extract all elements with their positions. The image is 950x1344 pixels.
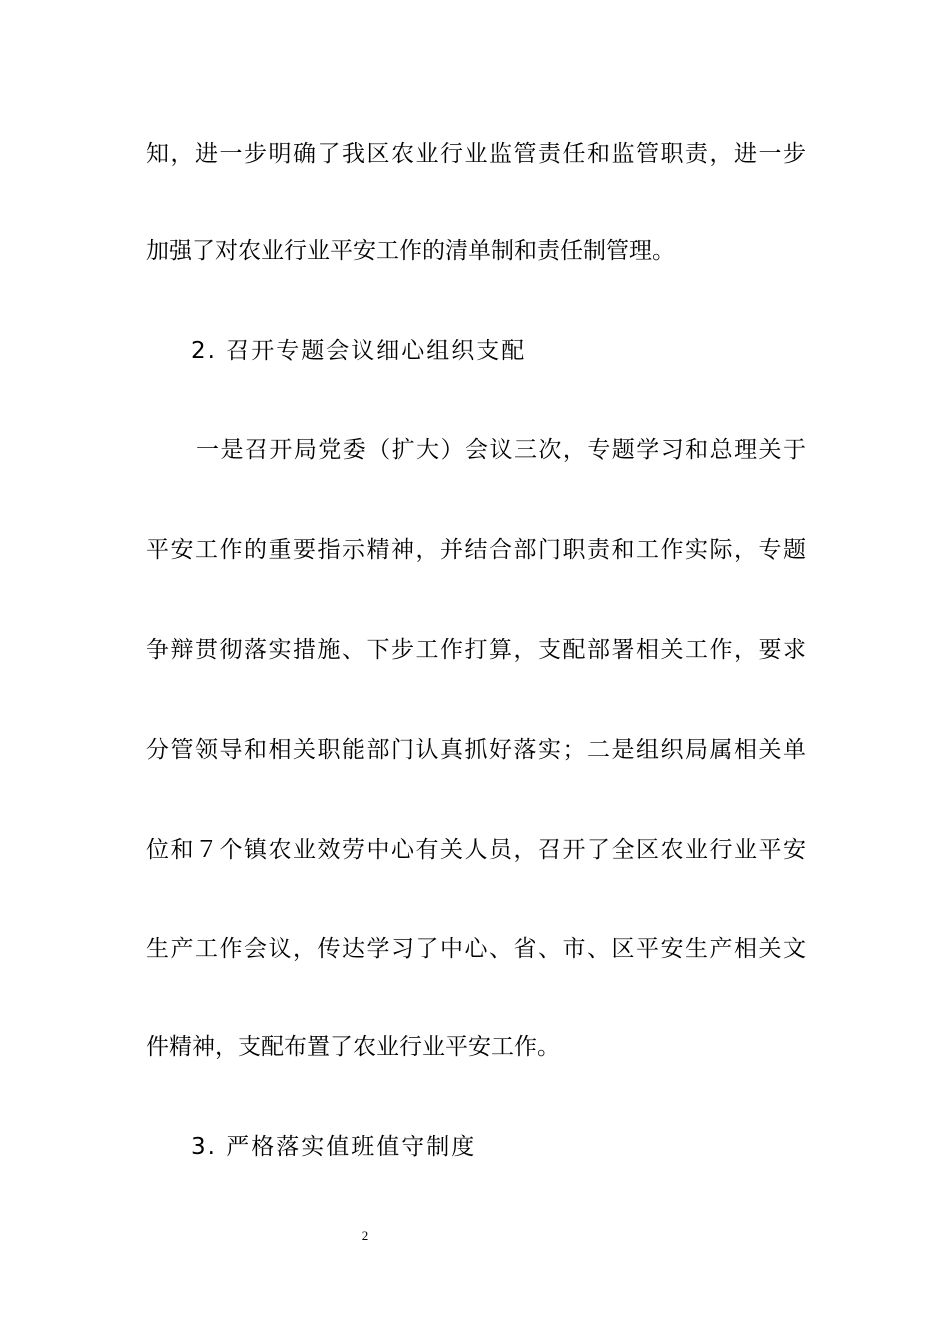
body-text-line: 平安工作的重要指示精神，并结合部门职责和工作实际，专题 <box>146 537 806 563</box>
body-text-line: 知，进一步明确了我区农业行业监管责任和监管职责，进一步 <box>146 141 806 167</box>
page-number: 2 <box>361 1228 369 1243</box>
body-text-line: 件精神，支配布置了农业行业平安工作。 <box>146 1034 560 1060</box>
section-heading-2: 2. 召开专题会议细心组织支配 <box>191 338 527 364</box>
body-text-line: 位和７个镇农业效劳中心有关人员，召开了全区农业行业平安 <box>146 837 806 863</box>
body-text-line: 一是召开局党委（扩大）会议三次，专题学习和总理关于 <box>196 437 806 463</box>
section-heading-3: 3. 严格落实值班值守制度 <box>191 1134 477 1160</box>
body-text-line: 加强了对农业行业平安工作的清单制和责任制管理。 <box>146 238 675 264</box>
body-text-line: 分管领导和相关职能部门认真抓好落实；二是组织局属相关单 <box>146 737 806 763</box>
body-text-line: 生产工作会议，传达学习了中心、省、市、区平安生产相关文 <box>146 936 806 962</box>
body-text-line: 争辩贯彻落实措施、下步工作打算，支配部署相关工作，要求 <box>146 637 806 663</box>
